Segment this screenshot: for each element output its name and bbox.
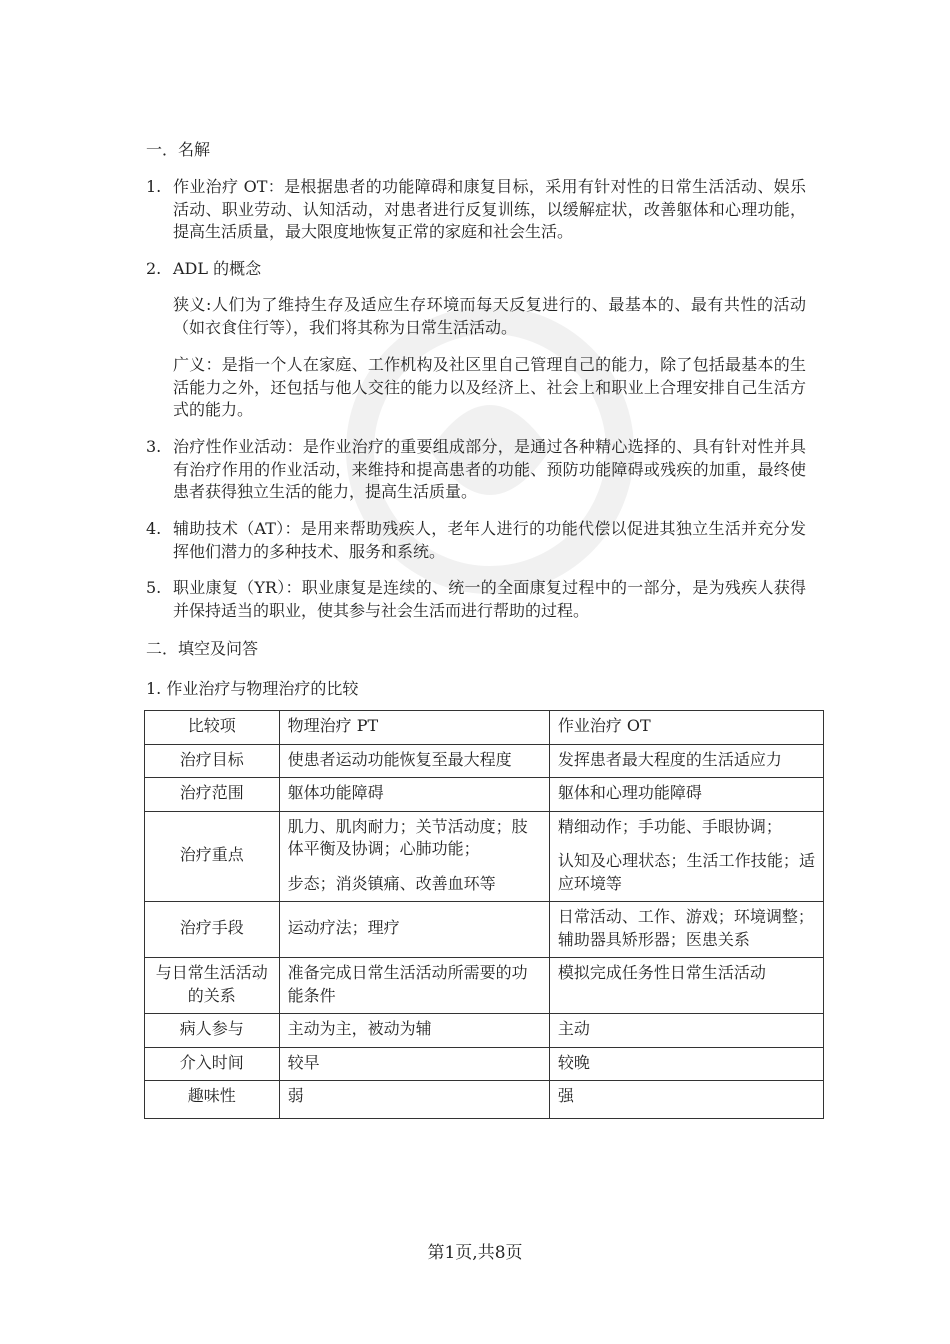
section-1-title: 一．名解	[146, 140, 211, 159]
row-label: 治疗重点	[145, 811, 280, 902]
pt-cell-line: 肌力、肌肉耐力；关节活动度；肢体平衡及协调；心肺功能；	[287, 816, 528, 858]
table-row	[145, 1014, 824, 1048]
ot-cell: 日常活动、工作、游戏；环境调整；辅助器具矫形器；医患关系	[549, 902, 823, 958]
table-header-cell: 比较项	[145, 711, 280, 745]
item-number: 5.	[146, 578, 162, 597]
pt-cell-line: 步态；消炎镇痛、改善血环等	[287, 873, 496, 893]
ot-cell	[549, 811, 823, 902]
row-label: 与日常生活活动的关系	[145, 958, 280, 1014]
table-row	[145, 1081, 824, 1119]
pt-cell: 弱	[279, 1081, 549, 1119]
item-text: 辅助技术（AT）：是用来帮助残疾人，老年人进行的功能代偿以促进其独立生活并充分发挥他们潜力的多种技术、服务和系统。	[173, 519, 806, 561]
ot-cell-line: 精细动作；手功能、手眼协调；	[557, 816, 782, 836]
list-item	[146, 436, 806, 504]
row-label: 趣味性	[145, 1081, 280, 1119]
table-header-row	[145, 711, 824, 745]
item-number: 3.	[146, 437, 162, 456]
table-row	[145, 744, 824, 778]
row-label: 病人参与	[145, 1014, 280, 1048]
table-row	[145, 811, 824, 902]
list-item	[146, 176, 806, 244]
section-2-title: 二．填空及问答	[146, 639, 259, 658]
pt-cell: 较早	[279, 1047, 549, 1081]
pt-cell	[279, 811, 549, 902]
item-number: 4.	[146, 519, 162, 538]
list-item	[146, 518, 806, 563]
pt-cell: 使患者运动功能恢复至最大程度	[279, 744, 549, 778]
pt-cell: 运动疗法；理疗	[279, 902, 549, 958]
table-row	[145, 778, 824, 812]
table-row	[145, 902, 824, 958]
adl-broad-definition: 广义：是指一个人在家庭、工作机构及社区里自己管理自己的能力，除了包括最基本的生活能力之外，还包括与他人交往的能力以及经济上、社会上和职业上合理安排自己生活方式的能力。	[173, 355, 806, 419]
table-caption: 1. 作业治疗与物理治疗的比较	[146, 679, 359, 698]
table-header-cell: 作业治疗 OT	[549, 711, 823, 745]
ot-cell: 强	[549, 1081, 823, 1119]
ot-cell: 发挥患者最大程度的生活适应力	[549, 744, 823, 778]
table-row	[145, 1047, 824, 1081]
item-text: ADL 的概念	[173, 259, 262, 278]
ot-cell: 较晚	[549, 1047, 823, 1081]
item-number: 1.	[146, 177, 162, 196]
adl-narrow-definition: 狭义:人们为了维持生存及适应生存环境而每天反复进行的、最基本的、最有共性的活动（如衣食住行等），我们将其称为日常生活活动。	[173, 295, 806, 337]
item-text: 职业康复（YR）：职业康复是连续的、统一的全面康复过程中的一部分，是为残疾人获得并保持适当的职业，使其参与社会生活而进行帮助的过程。	[173, 578, 806, 620]
item-number: 2.	[146, 259, 162, 278]
pt-cell: 准备完成日常生活活动所需要的功能条件	[279, 958, 549, 1014]
comparison-table	[144, 710, 824, 1119]
table-header-cell: 物理治疗 PT	[279, 711, 549, 745]
row-label: 治疗范围	[145, 778, 280, 812]
page-number-footer: 第1页,共8页	[427, 1243, 523, 1263]
row-label: 治疗目标	[145, 744, 280, 778]
pt-cell: 主动为主，被动为辅	[279, 1014, 549, 1048]
row-label: 介入时间	[145, 1047, 280, 1081]
pt-cell: 躯体功能障碍	[279, 778, 549, 812]
ot-cell-line: 认知及心理状态；生活工作技能；适应环境等	[557, 851, 815, 893]
ot-cell: 模拟完成任务性日常生活活动	[549, 958, 823, 1014]
list-item	[146, 577, 806, 622]
item-text: 治疗性作业活动：是作业治疗的重要组成部分，是通过各种精心选择的、具有针对性并具有治疗作用的作业活动，来维持和提高患者的功能、预防功能障碍或残疾的加重，最终使患者获得独立生活的能力，提高生活质量。	[173, 437, 806, 501]
item-text: 作业治疗 OT：是根据患者的功能障碍和康复目标，采用有针对性的日常生活活动、娱乐活动、职业劳动、认知活动，对患者进行反复训练，以缓解症状，改善躯体和心理功能，提高生活质量，最大限度地恢复正常的家庭和社会生活。	[173, 177, 806, 241]
list-item	[146, 258, 806, 281]
table-row	[145, 958, 824, 1014]
row-label: 治疗手段	[145, 902, 280, 958]
ot-cell: 主动	[549, 1014, 823, 1048]
ot-cell: 躯体和心理功能障碍	[549, 778, 823, 812]
